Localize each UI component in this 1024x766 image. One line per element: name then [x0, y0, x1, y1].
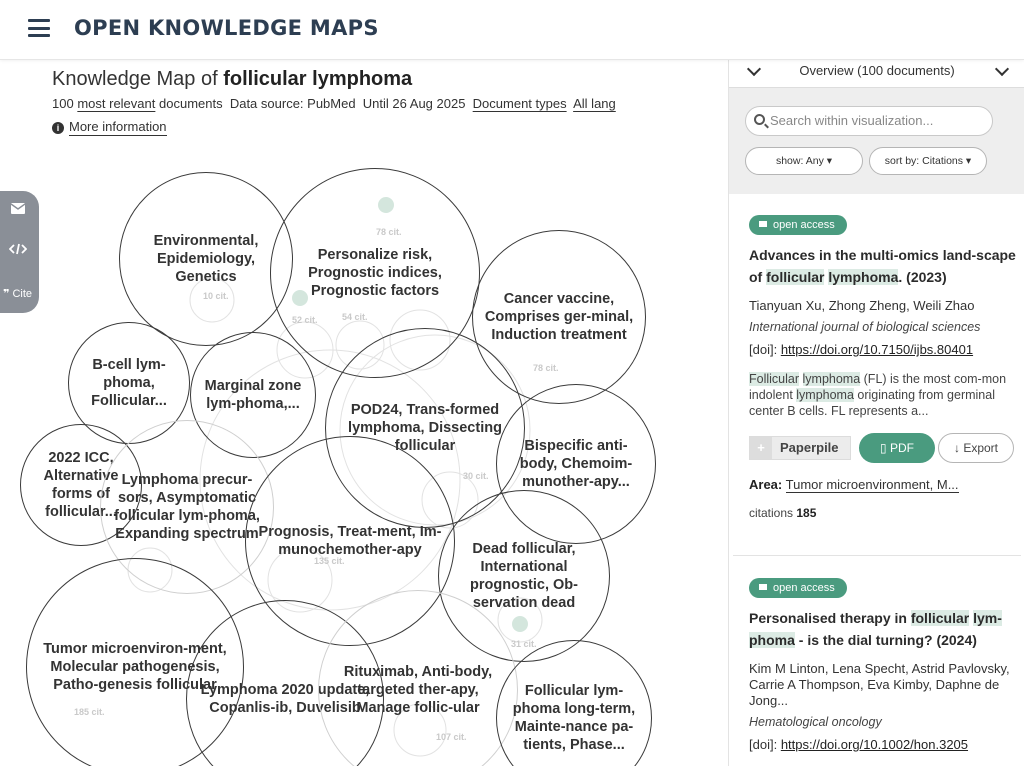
- bubble-cancer-vaccine[interactable]: Cancer vaccine, Comprises ger-minal, Induction treatment: [472, 230, 646, 404]
- share-sidebar: [0, 191, 39, 313]
- chevron-down-icon[interactable]: [995, 62, 1009, 76]
- bubble-marginal-zone[interactable]: Marginal zone lym-phoma,...: [190, 332, 316, 458]
- top-bar: [0, 0, 1024, 60]
- bubble-b-cell-lymphoma[interactable]: B-cell lym-phoma, Follicular...: [68, 322, 190, 444]
- faint-citation-label: 78 cit.: [376, 227, 402, 237]
- bubble-personalize-risk[interactable]: Personalize risk, Prognostic indices, Prognostic factors: [270, 168, 480, 378]
- brand-logo[interactable]: OPEN KNOWLEDGE MAPS: [74, 16, 379, 40]
- faint-citation-label: 185 cit.: [74, 707, 105, 717]
- overview-dropdown[interactable]: Overview (100 documents): [729, 60, 1024, 88]
- bubble-bispecific-antibody[interactable]: Bispecific anti-body, Chemoim-munother-apy...: [496, 384, 656, 544]
- bubble-2022-icc[interactable]: 2022 ICC, Alternative forms of follicular...: [20, 424, 142, 546]
- faint-citation-label: 31 cit.: [511, 639, 537, 649]
- sort-dropdown[interactable]: sort by: Citations ▾: [869, 147, 987, 175]
- document-title[interactable]: Personalised therapy in follicular lym-phoma - is the dial turning? (2024): [749, 610, 1002, 648]
- pdf-button[interactable]: ▯ PDF: [859, 433, 935, 463]
- chevron-down-icon[interactable]: [747, 62, 761, 76]
- document-citations: citations 185: [749, 506, 817, 520]
- open-access-badge: open access: [749, 215, 847, 235]
- page-title: Knowledge Map of follicular lymphoma: [52, 68, 413, 90]
- plus-icon: +: [750, 437, 772, 459]
- faint-citation-label: 54 cit.: [342, 312, 368, 322]
- cite-button[interactable]: ❞ Cite: [2, 288, 33, 300]
- document-types-link[interactable]: Document types: [472, 96, 567, 111]
- show-filter-dropdown[interactable]: show: Any ▾: [745, 147, 863, 175]
- document-journal: International journal of biological sciences: [749, 320, 981, 334]
- bubble-pod24[interactable]: POD24, Trans-formed lymphoma, Dissecting follicular: [325, 328, 525, 528]
- panel-controls: [729, 60, 1024, 194]
- most-relevant-link[interactable]: most relevant: [77, 96, 156, 111]
- divider: [733, 555, 1021, 556]
- document-journal: Hematological oncology: [749, 715, 882, 729]
- document-area: Area: Tumor microenvironment, M...: [749, 477, 959, 492]
- document-card[interactable]: [749, 578, 1019, 752]
- faint-citation-label: 30 cit.: [463, 471, 489, 481]
- bubble-rituximab[interactable]: Rituximab, Anti-body, targeted ther-apy, Manage follic-ular: [318, 590, 518, 766]
- bubble-prognosis-treatment[interactable]: Prognosis, Treat-ment, Im-munochemother-apy: [245, 436, 455, 646]
- doi-link[interactable]: https://doi.org/10.1002/hon.3205: [780, 737, 969, 752]
- area-link[interactable]: Tumor microenvironment, M...: [785, 477, 959, 492]
- doi-link[interactable]: https://doi.org/10.7150/ijbs.80401: [780, 342, 974, 357]
- document-abstract: Follicular lymphoma (FL) is the most com-mon indolent lymphoma originating from germinal center B cells. FL represents a...: [749, 372, 1007, 418]
- bubble-dead-follicular[interactable]: Dead follicular, International prognostic, Ob-servation dead: [438, 490, 610, 662]
- faint-citation-label: 10 cit.: [203, 291, 229, 301]
- bubble-lymphoma-2020-update[interactable]: Lymphoma 2020 update, Copanlis-ib, Duvelisib: [186, 600, 384, 766]
- bubble-lymphoma-precursors[interactable]: Lymphoma precur-sors, Asymptomatic follicular lym-phoma, Expanding spectrum: [100, 420, 274, 594]
- document-doi: [doi]: https://doi.org/10.1002/hon.3205: [749, 737, 969, 752]
- export-button[interactable]: ↓ Export: [938, 433, 1014, 463]
- search-input[interactable]: Search within visualization...: [745, 106, 993, 136]
- open-access-badge: open access: [749, 578, 847, 598]
- map-subtitle: 100 most relevant documents Data source: PubMed Until 26 Aug 2025 Document types All lang: [52, 96, 616, 111]
- bubble-tumor-microenvironment[interactable]: Tumor microenviron-ment, Molecular pathogenesis, Patho-genesis follicular: [26, 558, 244, 766]
- faint-citation-label: 135 cit.: [314, 556, 345, 566]
- email-icon[interactable]: [0, 203, 39, 217]
- document-list-panel: [728, 60, 1024, 766]
- document-card[interactable]: [749, 215, 1019, 520]
- paperpile-button[interactable]: + Paperpile: [749, 436, 851, 460]
- faint-citation-label: 52 cit.: [292, 315, 318, 325]
- faint-citation-label: 78 cit.: [533, 363, 559, 373]
- document-authors: Tianyuan Xu, Zhong Zheng, Weili Zhao: [749, 298, 975, 313]
- document-title[interactable]: Advances in the multi-omics land-scape of follicular lymphoma. (2023): [749, 247, 1016, 285]
- embed-code-icon[interactable]: [0, 243, 39, 258]
- lock-open-icon: [759, 221, 767, 227]
- faint-citation-label: 107 cit.: [436, 732, 467, 742]
- menu-icon[interactable]: [28, 19, 50, 37]
- more-information-link[interactable]: i More information: [52, 119, 167, 136]
- document-authors: Kim M Linton, Lena Specht, Astrid Pavlovsky, Carrie A Thompson, Eva Kimby, Daphne de Jong...: [749, 661, 1010, 708]
- knowledge-map: [0, 140, 728, 766]
- all-lang-link[interactable]: All lang: [573, 96, 616, 111]
- info-icon: i: [52, 122, 64, 134]
- bubble-environmental-epidemiology[interactable]: Environmental, Epidemiology, Genetics: [119, 172, 293, 346]
- lock-open-icon: [759, 584, 767, 590]
- document-doi: [doi]: https://doi.org/10.7150/ijbs.80401: [749, 342, 974, 357]
- bubble-follicular-long-term[interactable]: Follicular lym-phoma long-term, Mainte-nance pa-tients, Phase...: [496, 640, 652, 766]
- search-icon: [754, 114, 765, 125]
